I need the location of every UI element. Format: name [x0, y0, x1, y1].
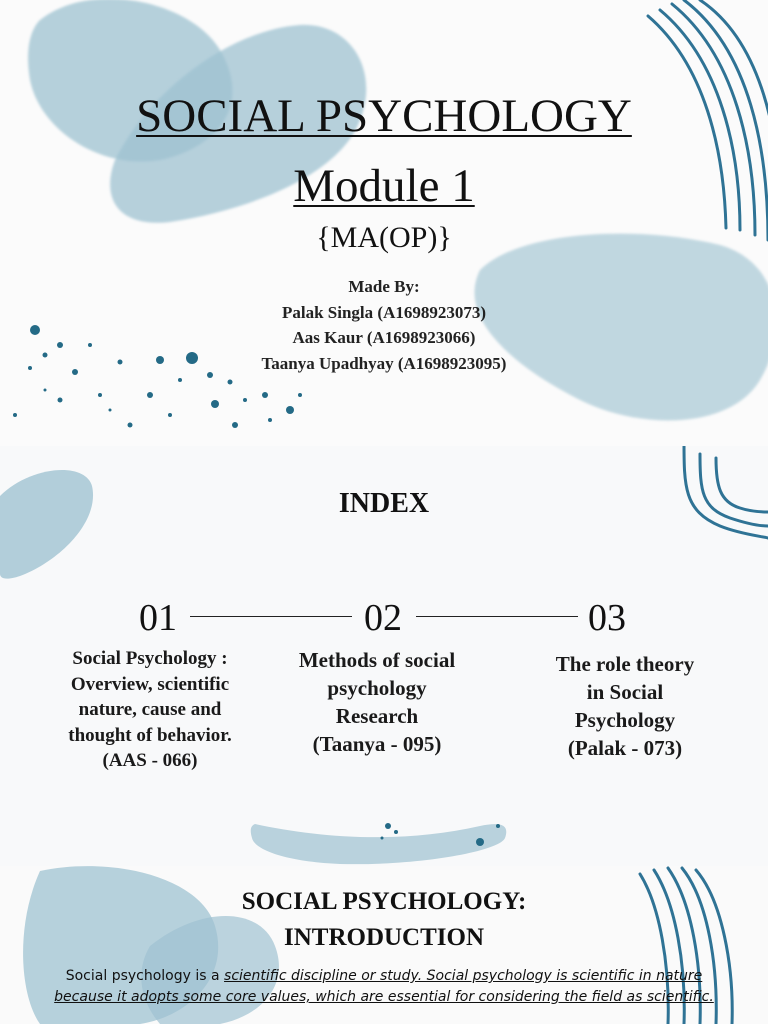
- topic-line: Social Psychology :: [72, 648, 228, 669]
- introduction-slide: [0, 866, 768, 1024]
- index-number: 02: [364, 597, 402, 639]
- index-number: 03: [588, 597, 626, 639]
- index-number: 01: [139, 597, 177, 639]
- intro-emphasis-text: scientific discipline or study. Social psychology is scientific in nature because it adopts some core values, which are essential for considering the field as scientific.: [54, 968, 714, 1005]
- cover-slide: [0, 0, 768, 446]
- topic-line: thought of behavior.: [68, 724, 232, 746]
- topic-line: Research: [335, 704, 419, 728]
- topic-line: (Palak - 073): [567, 736, 683, 760]
- credits-label: Made By:: [348, 277, 420, 296]
- intro-text: Social psychology is a: [65, 968, 225, 984]
- credits-block: [0, 274, 768, 376]
- index-connector-line: [416, 616, 578, 617]
- index-heading: INDEX: [338, 488, 430, 519]
- cover-module-title: Module 1: [293, 160, 475, 212]
- index-topic: [272, 646, 482, 758]
- index-slide: [0, 446, 768, 866]
- intro-heading: [0, 884, 768, 956]
- intro-paragraph: [50, 966, 718, 1008]
- topic-line: The role theory: [555, 652, 695, 676]
- cover-program-code: {MA(OP)}: [316, 221, 452, 254]
- index-connector-line: [190, 616, 352, 617]
- topic-line: psychology: [327, 676, 427, 700]
- credit-author: Palak Singla (A1698923073): [281, 302, 487, 322]
- topic-line: (Taanya - 095): [312, 732, 442, 756]
- index-topic: [40, 646, 260, 774]
- cover-title: SOCIAL PSYCHOLOGY: [136, 90, 632, 142]
- topic-line: nature, cause and: [78, 699, 222, 720]
- credit-author: Taanya Upadhyay (A1698923095): [261, 353, 507, 373]
- index-topic: [520, 650, 730, 762]
- topic-line: Overview, scientific: [70, 673, 230, 695]
- topic-line: Psychology: [574, 708, 676, 732]
- credit-author: Aas Kaur (A1698923066): [292, 328, 476, 347]
- intro-heading-line: INTRODUCTION: [283, 924, 485, 951]
- intro-heading-line: SOCIAL PSYCHOLOGY:: [241, 888, 527, 915]
- topic-line: in Social: [586, 680, 664, 704]
- topic-line: Methods of social: [298, 648, 456, 672]
- topic-line: (AAS - 066): [102, 750, 198, 771]
